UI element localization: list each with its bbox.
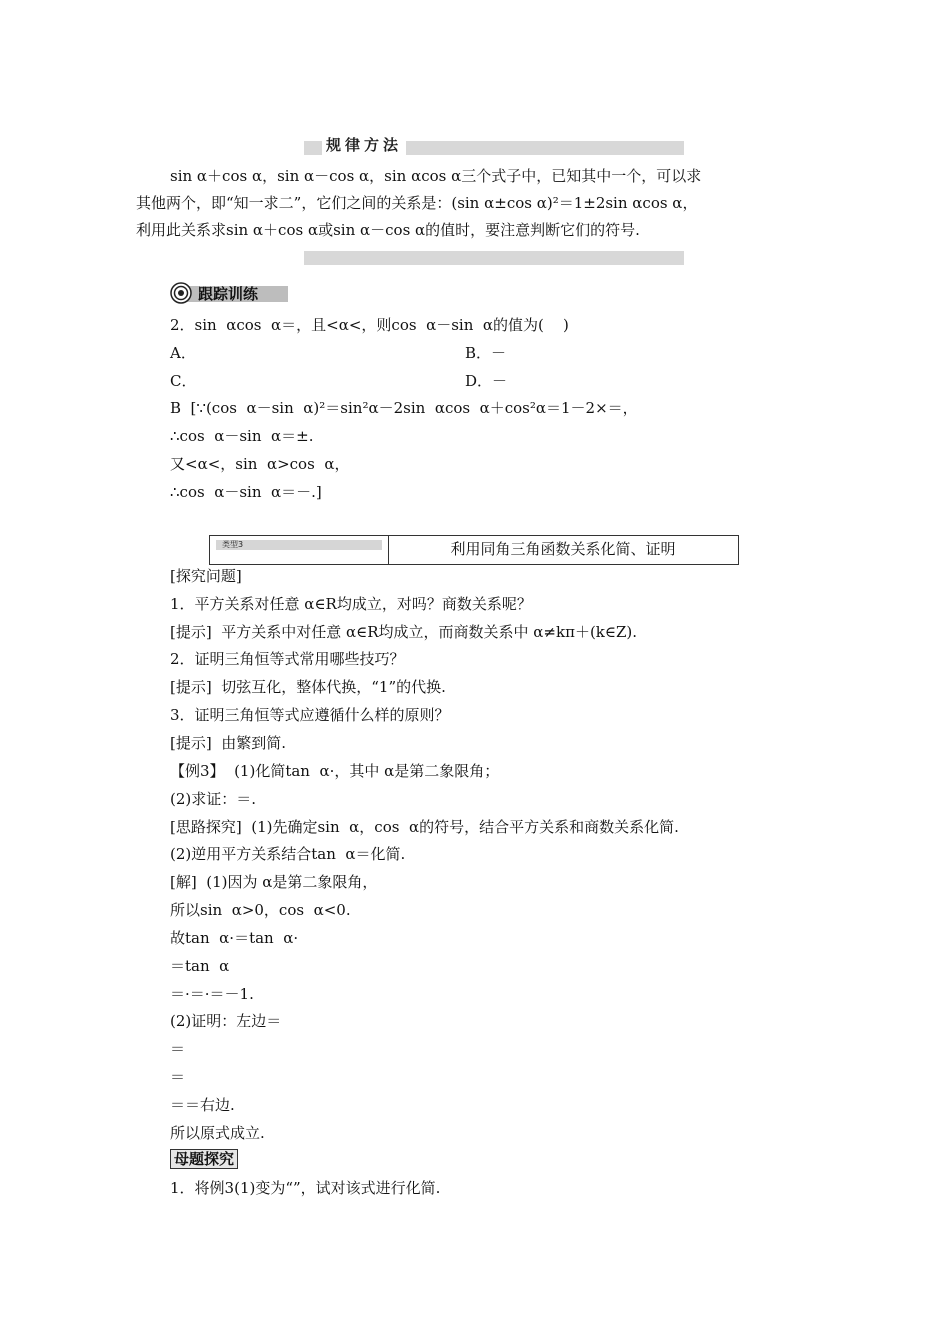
type-heading-box bbox=[209, 535, 739, 565]
body-line: [提示] 切弦互化，整体代换，“1”的代换. bbox=[170, 678, 446, 696]
body-line: 故tan α·＝tan α· bbox=[170, 929, 299, 947]
mother-problem-line: 1．将例3(1)变为“”，试对该式进行化简. bbox=[170, 1179, 441, 1197]
type-tag: 类型3 bbox=[216, 540, 382, 550]
body-line: [思路探究] (1)先确定sin α，cos α的符号，结合平方关系和商数关系化简. bbox=[170, 818, 679, 836]
body-line: ＝ bbox=[170, 1068, 186, 1086]
body-line: [探究问题] bbox=[170, 567, 242, 585]
answer-line-2: ∴cos α－sin α＝±. bbox=[170, 427, 314, 445]
tracking-header bbox=[170, 282, 290, 304]
tracking-title: 跟踪训练 bbox=[198, 285, 259, 303]
body-line: [解] (1)因为 α是第二象限角， bbox=[170, 873, 378, 891]
target-icon bbox=[170, 282, 192, 304]
body-line: (2)求证：＝. bbox=[170, 790, 257, 808]
rule-paragraph bbox=[136, 163, 812, 244]
answer-line-1: B [∵(cos α－sin α)²＝sin²α－2sin αcos α＋cos²α＝1－2×＝， bbox=[170, 399, 638, 417]
type-tag-cell bbox=[210, 536, 389, 564]
body-line: [提示] 平方关系中对任意 α∈R均成立，而商数关系中 α≠kπ＋(k∈Z). bbox=[170, 623, 638, 641]
body-line: 1．平方关系对任意 α∈R均成立，对吗？商数关系呢？ bbox=[170, 595, 532, 613]
body-line: (2)逆用平方关系结合tan α＝化简. bbox=[170, 845, 406, 863]
option-a: A． bbox=[170, 344, 196, 362]
mother-problem-heading: 母题探究 bbox=[170, 1149, 238, 1169]
answer-line-3: 又<α<，sin α>cos α， bbox=[170, 455, 350, 473]
option-d: D．－ bbox=[465, 372, 508, 390]
type-title: 利用同角三角函数关系化简、证明 bbox=[450, 540, 676, 558]
body-line: ＝ bbox=[170, 1040, 186, 1058]
option-b: B．－ bbox=[465, 344, 507, 362]
body-line: 所以sin α>0，cos α<0. bbox=[170, 901, 351, 919]
rule-line-3: 利用此关系求sin α＋cos α或sin α－cos α的值时，要注意判断它们的符号. bbox=[136, 221, 640, 239]
option-c: C． bbox=[170, 372, 197, 390]
rule-section-title: 规律方法 bbox=[322, 134, 406, 155]
question-2: 2．sin αcos α＝，且<α<，则cos α－sin α的值为( ) bbox=[170, 316, 569, 334]
rule-line-1: sin α＋cos α，sin α－cos α，sin αcos α三个式子中，已知其中一个，可以求 bbox=[170, 167, 702, 185]
body-line: ＝tan α bbox=[170, 957, 230, 975]
body-line: 2．证明三角恒等式常用哪些技巧？ bbox=[170, 650, 405, 668]
rule-footer-bar bbox=[304, 251, 684, 265]
body-line: ＝＝右边. bbox=[170, 1096, 235, 1114]
rule-line-2: 其他两个，即“知一求二”，它们之间的关系是：(sin α±cos α)²＝1±2sin αcos α， bbox=[136, 194, 698, 212]
example-3-heading: 【例3】 (1)化简tan α·，其中 α是第二象限角； bbox=[170, 762, 500, 780]
body-line: 所以原式成立. bbox=[170, 1124, 265, 1142]
body-line: ＝·＝·＝－1. bbox=[170, 985, 254, 1003]
body-line: 3．证明三角恒等式应遵循什么样的原则？ bbox=[170, 706, 450, 724]
answer-line-4: ∴cos α－sin α＝－.] bbox=[170, 483, 322, 501]
body-line: (2)证明：左边＝ bbox=[170, 1012, 282, 1030]
body-line: [提示] 由繁到简. bbox=[170, 734, 287, 752]
